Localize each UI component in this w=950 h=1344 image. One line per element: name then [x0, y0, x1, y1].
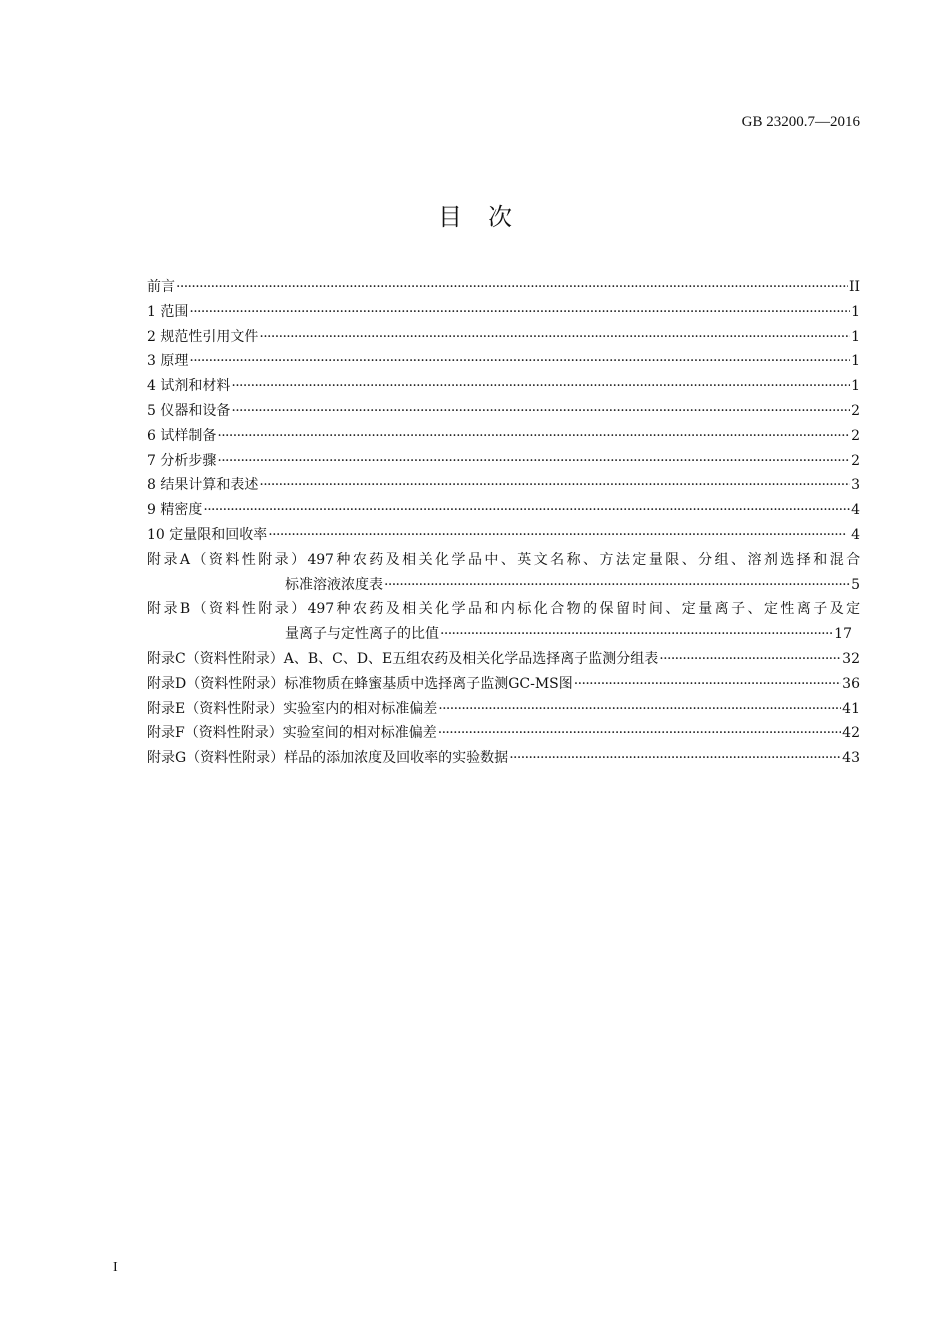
toc-entry-annex-g[interactable] [147, 746, 860, 771]
toc-label: 6 试样制备 [147, 427, 217, 444]
toc-label: 8 结果计算和表述 [147, 477, 259, 494]
toc-entry-annex-c[interactable] [147, 647, 860, 672]
toc-page: 5 [851, 576, 860, 593]
toc-label: 10 定量限和回收率 [147, 526, 268, 543]
leader-dots [203, 498, 850, 523]
toc-label: 附录E（资料性附录）实验室内的相对标准偏差 [147, 700, 438, 717]
toc-label: 附录A（资料性附录）497种农药及相关化学品中、英文名称、方法定量限、分组、溶剂选择和混合 [147, 551, 860, 568]
toc-page: 2 [851, 427, 860, 444]
toc-entry-apparatus[interactable] [147, 399, 860, 424]
leader-dots [509, 746, 841, 771]
toc-page: 36 [842, 675, 860, 692]
toc-label: 附录G（资料性附录）样品的添加浓度及回收率的实验数据 [147, 750, 509, 767]
toc-entry-annex-d[interactable] [147, 672, 860, 697]
standard-number: GB 23200.7—2016 [741, 114, 860, 130]
toc-page: 4 [846, 526, 860, 543]
toc-entry-principle[interactable] [147, 349, 860, 374]
toc-label: 前言 [147, 279, 175, 295]
page-number: I [113, 1260, 118, 1275]
leader-dots [268, 523, 845, 548]
toc-label: 9 精密度 [147, 502, 203, 519]
leader-dots [176, 275, 848, 300]
toc-page: 1 [851, 353, 860, 370]
leader-dots [259, 325, 850, 350]
toc-label: 1 范围 [147, 303, 189, 320]
toc-entry-precision[interactable] [147, 498, 860, 523]
leader-dots [189, 300, 850, 325]
toc-page: 17 [834, 626, 852, 643]
toc-entry-scope[interactable] [147, 300, 860, 325]
leader-dots [231, 374, 850, 399]
leader-dots [231, 399, 850, 424]
toc-page: 41 [842, 700, 860, 717]
toc-page: 2 [851, 402, 860, 419]
toc-entry-sample-preparation[interactable] [147, 424, 860, 449]
toc-label-continued: 量离子与定性离子的比值 [285, 626, 439, 643]
toc-page: 1 [851, 378, 860, 395]
toc-label: 附录B（资料性附录）497种农药及相关化学品和内标化合物的保留时间、定量离子、定性离子及定 [147, 601, 860, 618]
toc-page: 1 [851, 328, 860, 345]
toc-label: 4 试剂和材料 [147, 378, 231, 395]
toc-entry-loq-recovery[interactable] [147, 523, 860, 548]
leader-dots [438, 697, 841, 722]
table-of-contents [147, 275, 860, 771]
toc-page: II [848, 279, 860, 295]
leader-dots [659, 647, 841, 672]
toc-label: 5 仪器和设备 [147, 402, 231, 419]
toc-page: 2 [851, 452, 860, 469]
toc-label: 7 分析步骤 [147, 452, 217, 469]
toc-label-continued: 标准溶液浓度表 [285, 576, 383, 593]
toc-label: 附录C（资料性附录）A、B、C、D、E五组农药及相关化学品选择离子监测分组表 [147, 650, 659, 667]
toc-label: 附录F（资料性附录）实验室间的相对标准偏差 [147, 725, 437, 742]
toc-entry-foreword[interactable] [147, 275, 860, 300]
toc-entry-annex-b[interactable] [147, 597, 860, 647]
leader-dots [440, 622, 833, 647]
toc-page: 4 [851, 502, 860, 519]
toc-entry-annex-a[interactable] [147, 548, 860, 598]
leader-dots [189, 349, 850, 374]
leader-dots [217, 449, 850, 474]
toc-entry-results[interactable] [147, 473, 860, 498]
leader-dots [259, 473, 850, 498]
toc-entry-annex-f[interactable] [147, 721, 860, 746]
page-title: 目次 [438, 203, 538, 231]
toc-label: 2 规范性引用文件 [147, 328, 259, 345]
leader-dots [384, 573, 850, 598]
toc-entry-analysis-steps[interactable] [147, 449, 860, 474]
leader-dots [438, 721, 841, 746]
leader-dots [574, 672, 841, 697]
toc-label: 附录D（资料性附录）标准物质在蜂蜜基质中选择离子监测GC-MS图 [147, 675, 573, 692]
leader-dots [217, 424, 850, 449]
toc-entry-reagents[interactable] [147, 374, 860, 399]
toc-entry-annex-e[interactable] [147, 697, 860, 722]
toc-page: 3 [851, 477, 860, 494]
toc-label: 3 原理 [147, 353, 189, 370]
toc-page: 42 [842, 725, 860, 742]
toc-page: 43 [842, 750, 860, 767]
toc-page: 1 [851, 303, 860, 320]
toc-entry-normative-references[interactable] [147, 325, 860, 350]
toc-page: 32 [842, 650, 860, 667]
